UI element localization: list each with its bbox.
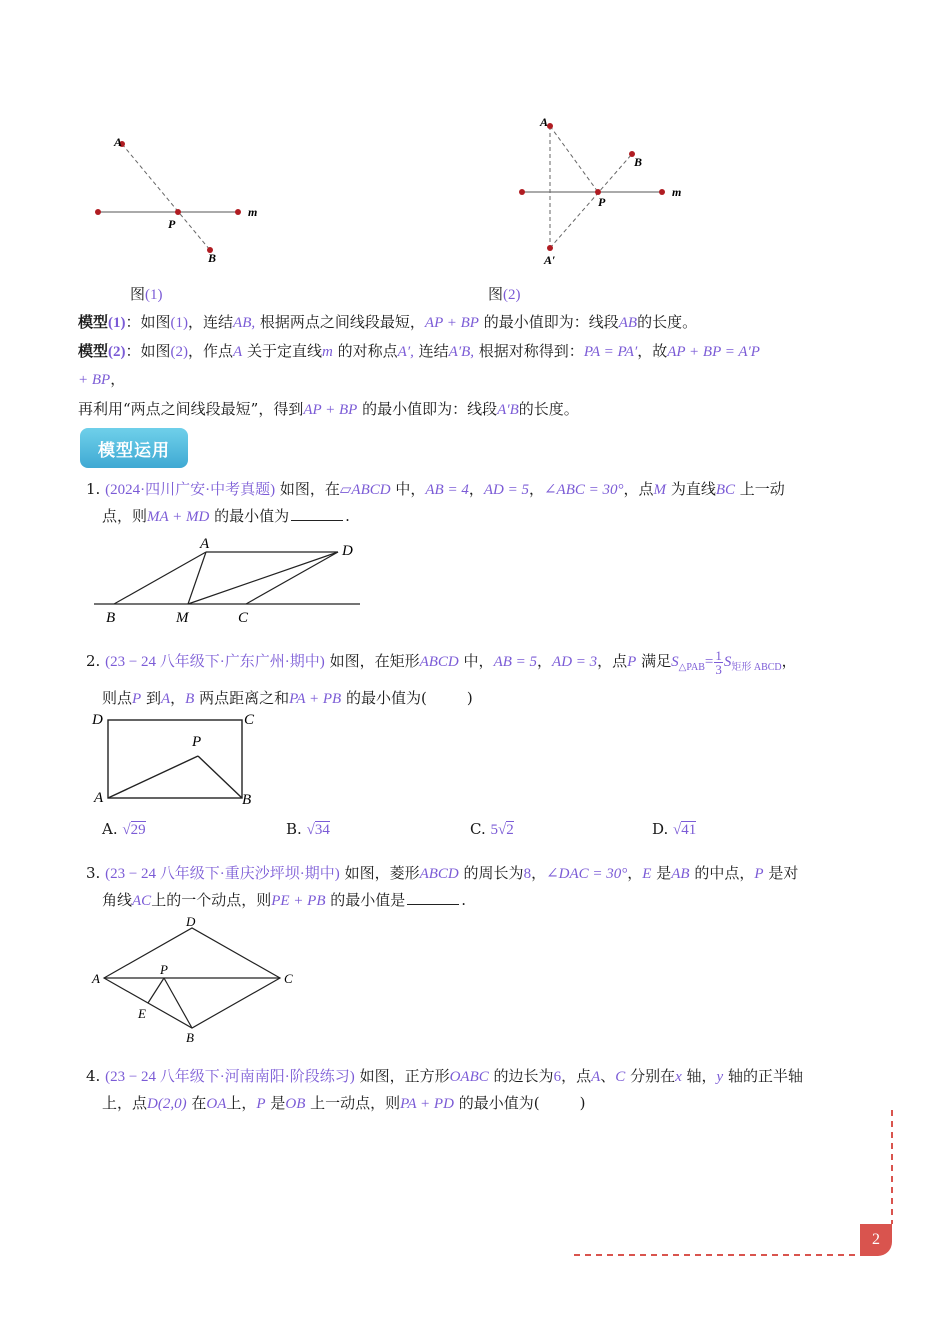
- math: AD = 3: [552, 654, 598, 670]
- question-number: 3.: [86, 864, 101, 882]
- label-B: B: [106, 610, 116, 626]
- math: AD = 5: [483, 482, 529, 498]
- model-2-conclusion: [78, 398, 579, 421]
- math: P: [132, 691, 142, 707]
- math: AB: [671, 866, 690, 882]
- label-M: M: [176, 610, 189, 626]
- segment-PE: [148, 978, 164, 1003]
- label-E: E: [138, 1006, 146, 1021]
- text: ，连结: [188, 313, 234, 331]
- text: ，: [531, 864, 547, 882]
- label-P: P: [598, 195, 606, 209]
- segment-PA: [108, 756, 198, 798]
- text: 如图，在矩形: [329, 652, 420, 670]
- label-m: m: [248, 205, 258, 219]
- label-P: P: [168, 217, 176, 231]
- choice-letter: D.: [652, 820, 669, 838]
- text: ，故: [637, 342, 668, 360]
- text: 的对称点: [337, 342, 398, 360]
- text: ，点: [623, 480, 654, 498]
- math: y: [716, 1069, 724, 1085]
- text: 角线: [102, 891, 133, 909]
- text: 的最小值为: [346, 689, 422, 707]
- text: 点，则: [102, 507, 148, 525]
- label-P: P: [192, 734, 202, 750]
- text: ：如图: [125, 342, 171, 360]
- text: 两点距离之和: [199, 689, 290, 707]
- text: 的中点，: [694, 864, 755, 882]
- text: ：如图: [125, 313, 171, 331]
- text: ): [466, 689, 473, 707]
- label-A-prime: A′: [544, 253, 556, 267]
- text: 中，: [463, 652, 494, 670]
- label-B: B: [208, 251, 217, 265]
- label-A: A: [94, 790, 104, 806]
- question-source: (23 − 24 八年级下·广东广州·期中): [105, 654, 325, 670]
- model-1: [78, 311, 697, 334]
- choice-c[interactable]: [470, 820, 514, 839]
- segment-AB: [122, 144, 210, 250]
- question-3: [86, 860, 880, 914]
- fig-ref: (1): [170, 315, 189, 331]
- text: .: [461, 891, 467, 909]
- figure-1-caption: [130, 283, 163, 304]
- figure-2: [508, 112, 698, 272]
- math: A′,: [397, 344, 414, 360]
- text: 则点: [102, 689, 133, 707]
- math: A′B,: [448, 344, 475, 360]
- subscript: 矩形 ABCD: [731, 662, 782, 673]
- sqrt-sign: √: [122, 822, 131, 838]
- section-title: 模型运用: [98, 440, 170, 461]
- label-D: D: [92, 712, 103, 728]
- text: (: [421, 689, 427, 707]
- text: 是: [270, 1094, 286, 1112]
- choice-a[interactable]: [102, 820, 146, 839]
- choice-letter: A.: [102, 820, 118, 838]
- text: 如图，在: [279, 480, 340, 498]
- math: + BP: [78, 372, 111, 388]
- math: ∠ABC = 30°: [543, 482, 624, 498]
- text: 上，点: [102, 1094, 148, 1112]
- label-B: B: [186, 1030, 194, 1045]
- math: PA + PB: [289, 691, 342, 707]
- question-1: 1. (2024·四川广安·中考真题) 如图，在▱ABCD 中，AB = 4，AD = 5，∠ABC = 30°，点M 为直线BC 上一动 点，则MA + MD 的最小值为 .: [86, 480, 785, 525]
- segment-PB: [198, 756, 242, 798]
- text: ，: [627, 864, 643, 882]
- math: =: [704, 654, 714, 670]
- text: 如图，正方形: [359, 1067, 450, 1085]
- math: S: [671, 654, 679, 670]
- figure-1: [88, 128, 278, 274]
- math: ▱ABCD: [339, 482, 391, 498]
- model-num: (1): [108, 315, 126, 331]
- radicand: 2: [506, 822, 514, 838]
- page-number-text: 2: [872, 1231, 880, 1248]
- label-C: C: [284, 971, 293, 986]
- math: D(2,0): [147, 1096, 187, 1112]
- subscript: △PAB: [678, 662, 705, 673]
- math: OA: [206, 1096, 227, 1112]
- fig-ref: (2): [170, 344, 189, 360]
- text: 的边长为: [493, 1067, 554, 1085]
- radicand: 41: [681, 822, 697, 838]
- text: ，点: [561, 1067, 592, 1085]
- caption-num: (1): [145, 287, 163, 303]
- math: x: [675, 1069, 682, 1085]
- sqrt-sign: √: [498, 822, 507, 838]
- figure-q3: [88, 912, 308, 1048]
- math: AP + BP = A′P: [667, 344, 760, 360]
- model-num: (2): [108, 344, 126, 360]
- text: ): [579, 1094, 586, 1112]
- point-m-left: [519, 189, 525, 195]
- math: P: [627, 654, 637, 670]
- text: 是对: [768, 864, 799, 882]
- text: 关于定直线: [247, 342, 323, 360]
- text: 到: [145, 689, 161, 707]
- figure-q1: [92, 534, 372, 630]
- text: 分别在: [630, 1067, 676, 1085]
- label-A: A: [92, 971, 100, 986]
- label-B: B: [634, 155, 643, 169]
- text: ，: [781, 652, 797, 670]
- answer-blank[interactable]: [407, 889, 459, 905]
- label-P: P: [160, 962, 168, 977]
- text: 轴，: [686, 1067, 717, 1085]
- text: 中，: [395, 480, 426, 498]
- text: 如图，菱形: [344, 864, 420, 882]
- text: 的最小值是: [330, 891, 406, 909]
- math: BC: [715, 482, 735, 498]
- caption-text: 图: [130, 285, 146, 303]
- caption-text: 图: [488, 285, 504, 303]
- text: ，点: [597, 652, 628, 670]
- math: A: [233, 344, 243, 360]
- math: B: [185, 691, 195, 707]
- math: ∠DAC = 30°: [546, 866, 628, 882]
- choice-b[interactable]: [286, 820, 330, 839]
- text: .: [345, 507, 350, 525]
- math: C: [615, 1069, 626, 1085]
- label-A: A: [540, 115, 549, 129]
- label-D: D: [342, 543, 353, 559]
- math: P: [256, 1096, 266, 1112]
- text: 的周长为: [463, 864, 524, 882]
- label-C: C: [238, 610, 249, 626]
- math: PA + PD: [400, 1096, 454, 1112]
- text: 连结: [418, 342, 449, 360]
- text: ，作点: [188, 342, 234, 360]
- segment-MD: [188, 552, 338, 604]
- math: AP + BP: [303, 402, 358, 418]
- math: AB = 4: [425, 482, 469, 498]
- math: AC: [132, 893, 152, 909]
- question-source: (2024·四川广安·中考真题): [105, 482, 276, 498]
- fraction: [714, 649, 723, 676]
- text: 上的一个动点，则: [151, 891, 272, 909]
- point-A-prime: [547, 245, 553, 251]
- label-A: A: [114, 135, 123, 149]
- text: 根据对称得到：: [478, 342, 584, 360]
- question-source: (23 − 24 八年级下·重庆沙坪坝·期中): [105, 866, 340, 882]
- text: (: [533, 1094, 540, 1112]
- text: 的最小值为: [214, 507, 290, 525]
- text: 根据两点之间线段最短，: [259, 313, 425, 331]
- text: 轴的正半轴: [728, 1067, 804, 1085]
- model-label: 模型: [78, 342, 109, 360]
- math: OABC: [449, 1069, 489, 1085]
- text: 的最小值即为：线段: [362, 400, 498, 418]
- coefficient: 5: [490, 822, 498, 838]
- math: A: [591, 1069, 601, 1085]
- math: AB: [618, 315, 638, 331]
- segment-MA: [188, 552, 206, 604]
- question-number: 2.: [86, 652, 101, 670]
- math: 8: [523, 866, 532, 882]
- label-D: D: [186, 914, 196, 929]
- sqrt-sign: √: [673, 822, 682, 838]
- page-number: [860, 1224, 892, 1256]
- text: 的最小值即为：线段: [483, 313, 619, 331]
- math: m: [322, 344, 333, 360]
- math: P: [754, 866, 764, 882]
- rect-ABCD: [108, 720, 242, 798]
- text: ，: [170, 689, 186, 707]
- text: 满足: [641, 652, 672, 670]
- question-source: (23 − 24 八年级下·河南南阳·阶段练习): [105, 1069, 355, 1085]
- math: A: [160, 691, 171, 707]
- label-B: B: [242, 792, 252, 808]
- caption-num: (2): [503, 287, 521, 303]
- math: 6: [553, 1069, 562, 1085]
- math: PA = PA′: [583, 344, 638, 360]
- model-2-cont: [78, 368, 125, 391]
- text: 上一动: [739, 480, 785, 498]
- denominator: 3: [715, 661, 722, 677]
- model-2: [78, 340, 760, 363]
- text: 的最小值为: [458, 1094, 534, 1112]
- choice-letter: B.: [286, 820, 302, 838]
- figure-2-caption: [488, 283, 521, 304]
- text: 再利用“两点之间线段最短”，得到: [78, 400, 304, 418]
- text: 上一动点，则: [310, 1094, 401, 1112]
- label-C: C: [244, 712, 255, 728]
- math: PE + PB: [271, 893, 326, 909]
- math: AP + BP: [424, 315, 479, 331]
- question-number: 4.: [86, 1067, 101, 1085]
- model-label: 模型: [78, 313, 109, 331]
- math: ABCD: [419, 866, 459, 882]
- point-m-right: [659, 189, 665, 195]
- math: E: [642, 866, 652, 882]
- math: AB = 5: [493, 654, 538, 670]
- math: AB,: [233, 315, 256, 331]
- text: ，: [110, 370, 126, 388]
- numerator: 1: [715, 647, 722, 663]
- text: 为直线: [670, 480, 716, 498]
- radicand: 34: [314, 822, 330, 838]
- answer-blank[interactable]: [291, 505, 343, 521]
- point-m-right: [235, 209, 241, 215]
- math: A′B: [497, 402, 519, 418]
- math: M: [653, 482, 667, 498]
- math: S: [723, 654, 732, 670]
- point-m-left: [95, 209, 101, 215]
- segment-AP: [550, 126, 598, 192]
- section-title-badge: [80, 428, 188, 468]
- label-m: m: [672, 185, 682, 199]
- text: 、: [600, 1067, 616, 1085]
- math: ABCD: [419, 654, 459, 670]
- math: OB: [285, 1096, 306, 1112]
- choice-d[interactable]: [652, 820, 696, 839]
- segment-A-prime-B: [550, 154, 632, 248]
- point-P: [175, 209, 181, 215]
- math: MA + MD: [147, 509, 210, 525]
- figure-q2: [88, 706, 268, 810]
- segment-CD: [246, 552, 338, 604]
- text: 的长度。: [518, 400, 579, 418]
- radicand: 29: [130, 822, 146, 838]
- sqrt-sign: √: [306, 822, 315, 838]
- page-corner-decoration: [570, 1104, 900, 1264]
- text: 是: [656, 864, 672, 882]
- text: 在: [191, 1094, 207, 1112]
- text: 上，: [226, 1094, 257, 1112]
- label-A: A: [200, 536, 210, 552]
- choice-letter: C.: [470, 820, 486, 838]
- segment-AB: [114, 552, 206, 604]
- text: 的长度。: [637, 313, 698, 331]
- question-number: 1.: [86, 480, 101, 498]
- question-2: 2. (23 − 24 八年级下·广东广州·期中) 如图，在矩形ABCD 中，AB = 5，AD = 3，点P 满足$S_{\triangle PAB}=$ $\frac{1}{3}$ $S_{矩形 ABCD}$， 则点P 到A，B 两点距离之和PA + PB 的最小值为( ): [86, 647, 797, 707]
